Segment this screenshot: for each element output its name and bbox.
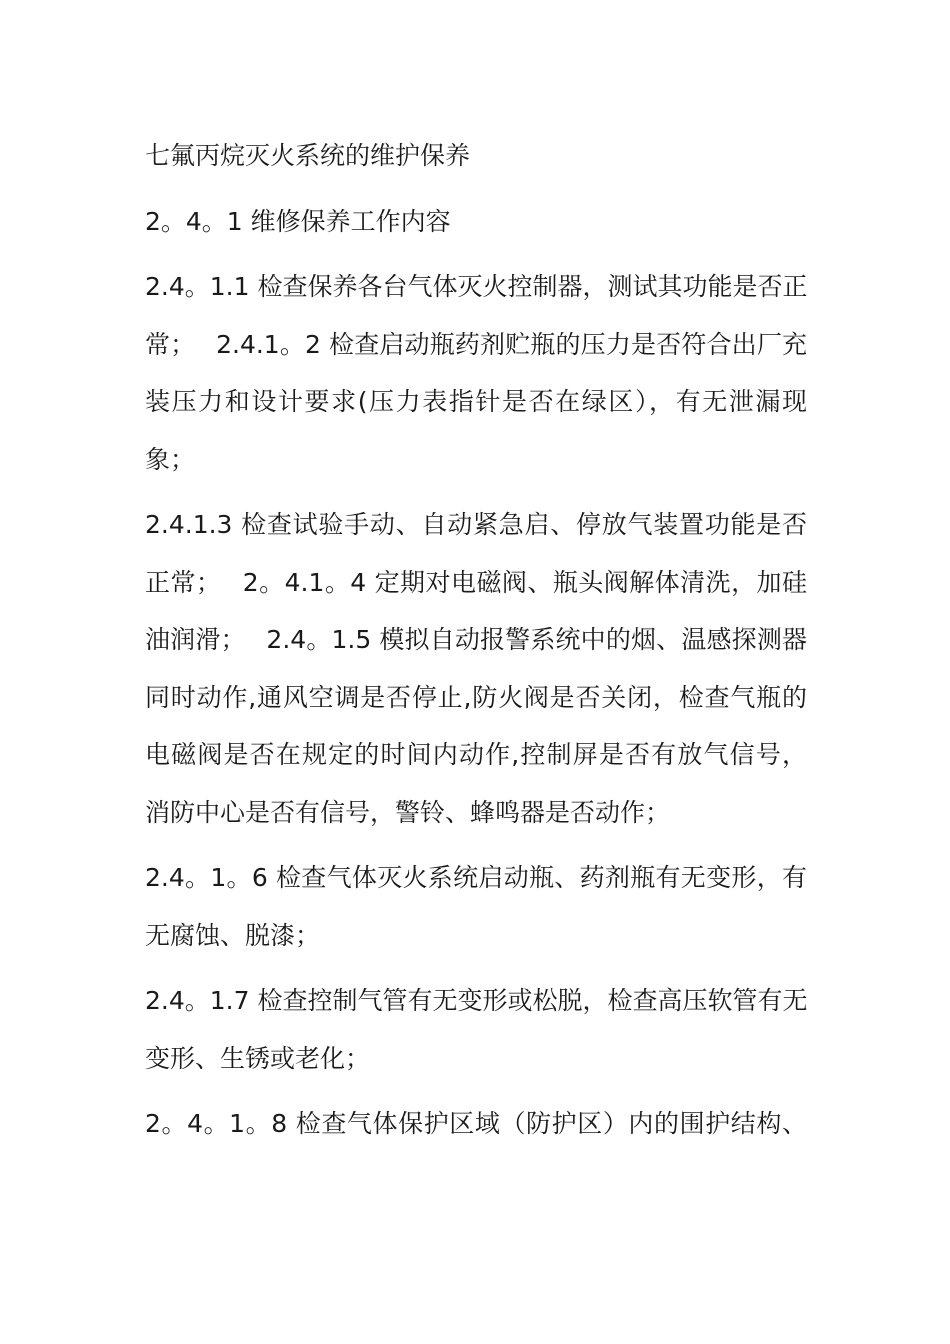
text-line: 2.4.1.3 检查试验手动、自动紧急启、停放气装置功能是否	[145, 510, 807, 539]
text-line: 变形、生锈或老化；	[145, 1043, 371, 1073]
section-line: 2。4。1 维修保养工作内容	[145, 206, 451, 236]
text-line: 象；	[145, 444, 196, 474]
text-line: 正常； 2。4.1。4 定期对电磁阀、瓶头阀解体清洗，加硅	[145, 567, 807, 597]
text-line: 消防中心是否有信号，警铃、蜂鸣器是否动作；	[145, 797, 671, 827]
paragraph-2-4-1-6	[145, 849, 807, 964]
text-line: 油润滑； 2.4。1.5 模拟自动报警系统中的烟、温感探测器	[145, 625, 807, 654]
paragraph-2-4-1-1	[145, 258, 807, 488]
text-line: 装压力和设计要求(压力表指针是否在绿区），有无泄漏现	[145, 387, 807, 416]
text-line: 同时动作,通风空调是否停止,防火阀是否关闭，检查气瓶的	[145, 682, 807, 712]
document-body	[145, 127, 807, 1161]
text-line: 2.4。1。6 检查气体灭火系统启动瓶、药剂瓶有无变形，有	[145, 863, 807, 892]
text-line: 常； 2.4.1。2 检查启动瓶药剂贮瓶的压力是否符合出厂充	[145, 329, 807, 359]
title-line: 七氟丙烷灭火系统的维护保养	[145, 141, 471, 170]
text-line: 无腐蚀、脱漆；	[145, 920, 321, 950]
paragraph-2-4-1-8	[145, 1095, 807, 1153]
text-line: 2.4。1.1 检查保养各台气体灭火控制器，测试其功能是否正	[145, 272, 808, 301]
document-title	[145, 127, 807, 185]
section-heading	[145, 193, 807, 251]
paragraph-2-4-1-3	[145, 496, 807, 841]
text-line: 2。4。1。8 检查气体保护区域（防护区）内的围护结构、	[145, 1109, 807, 1138]
text-line: 2.4。1.7 检查控制气管有无变形或松脱，检查高压软管有无	[145, 986, 808, 1015]
paragraph-2-4-1-7	[145, 972, 807, 1087]
text-line: 电磁阀是否在规定的时间内动作,控制屏是否有放气信号，	[145, 740, 807, 769]
